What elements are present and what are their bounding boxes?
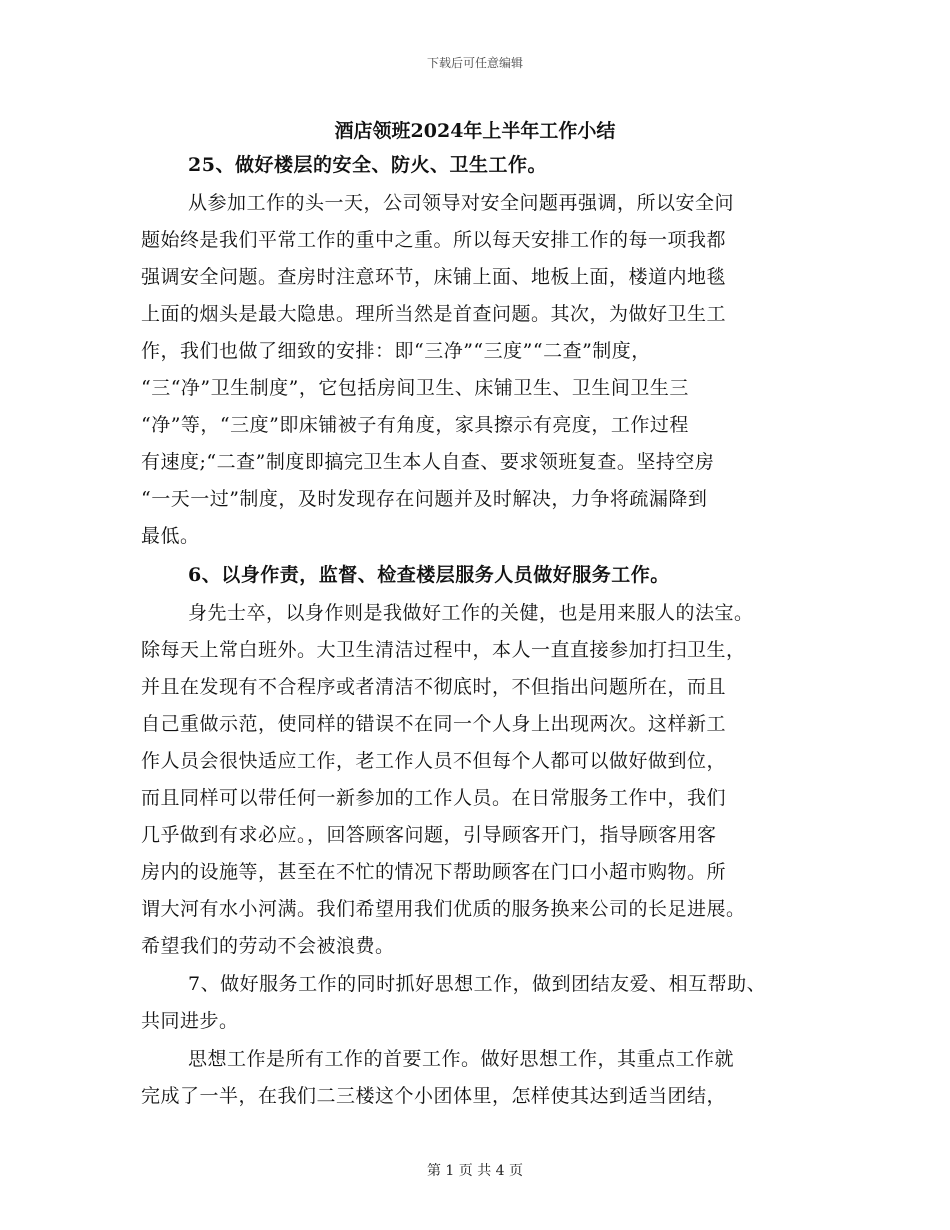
paragraph-line: 房内的设施等，甚至在不忙的情况下帮助顾客在门口小超市购物。所	[141, 861, 727, 883]
paragraph-line: 完成了一半，在我们二三楼这个小团体里，怎样使其达到适当团结，	[141, 1085, 727, 1107]
page-number: 第 1 页 共 4 页	[426, 1163, 524, 1179]
paragraph-line: 并且在发现有不合程序或者清洁不彻底时，不但指出问题所在，而且	[141, 676, 727, 698]
paragraph-line: 强调安全问题。查房时注意环节，床铺上面、地板上面，楼道内地毯	[141, 266, 727, 288]
paragraph-line: “一天一过”制度，及时发现存在问题并及时解决，力争将疏漏降到	[141, 488, 708, 510]
section-heading: 7、做好服务工作的同时抓好思想工作，做到团结友爱、相互帮助、	[188, 973, 767, 995]
document-title: 酒店领班2024年上半年工作小结	[334, 120, 616, 142]
paragraph-line: “三“净”卫生制度”，它包括房间卫生、床铺卫生、卫生间卫生三	[141, 377, 689, 399]
section-heading: 6、以身作责，监督、检查楼层服务人员做好服务工作。	[188, 564, 670, 586]
paragraph-line: 除每天上常白班外。大卫生清洁过程中，本人一直直接参加打扫卫生，	[141, 639, 746, 661]
paragraph-line: 作，我们也做了细致的安排：即“三净”“三度”“二查”制度，	[141, 340, 651, 362]
paragraph-line: 几乎做到有求必应。，回答顾客问题，引导顾客开门，指导顾客用客	[141, 824, 717, 846]
paragraph-line: 希望我们的劳动不会被浪费。	[141, 935, 395, 957]
paragraph-line: 题始终是我们平常工作的重中之重。所以每天安排工作的每一项我都	[141, 229, 727, 251]
paragraph-line: 从参加工作的头一天，公司领导对安全问题再强调，所以安全问	[188, 192, 735, 214]
page-header-note: 下载后可任意编辑	[426, 56, 523, 70]
paragraph-line: 上面的烟头是最大隐患。理所当然是首查问题。其次，为做好卫生工	[141, 303, 727, 325]
paragraph-line: 谓大河有水小河满。我们希望用我们优质的服务换来公司的长足进展。	[141, 898, 746, 920]
paragraph-line: 作人员会很快适应工作，老工作人员不但每个人都可以做好做到位，	[141, 750, 727, 772]
paragraph-line: 共同进步。	[141, 1010, 239, 1032]
paragraph-line: 而且同样可以带任何一新参加的工作人员。在日常服务工作中，我们	[141, 787, 727, 809]
section-heading: 25、做好楼层的安全、防火、卫生工作。	[188, 154, 547, 176]
paragraph-line: 思想工作是所有工作的首要工作。做好思想工作，其重点工作就	[188, 1048, 735, 1070]
paragraph-line: 有速度;“二查”制度即搞完卫生本人自查、要求领班复查。坚持空房	[141, 451, 715, 473]
paragraph-line: 自己重做示范，使同样的错误不在同一个人身上出现两次。这样新工	[141, 713, 727, 735]
paragraph-line: “净”等，“三度”即床铺被子有角度，家具擦示有亮度，工作过程	[141, 414, 689, 436]
paragraph-line: 身先士卒，以身作则是我做好工作的关健，也是用来服人的法宝。	[188, 602, 754, 624]
paragraph-line: 最低。	[141, 525, 200, 547]
